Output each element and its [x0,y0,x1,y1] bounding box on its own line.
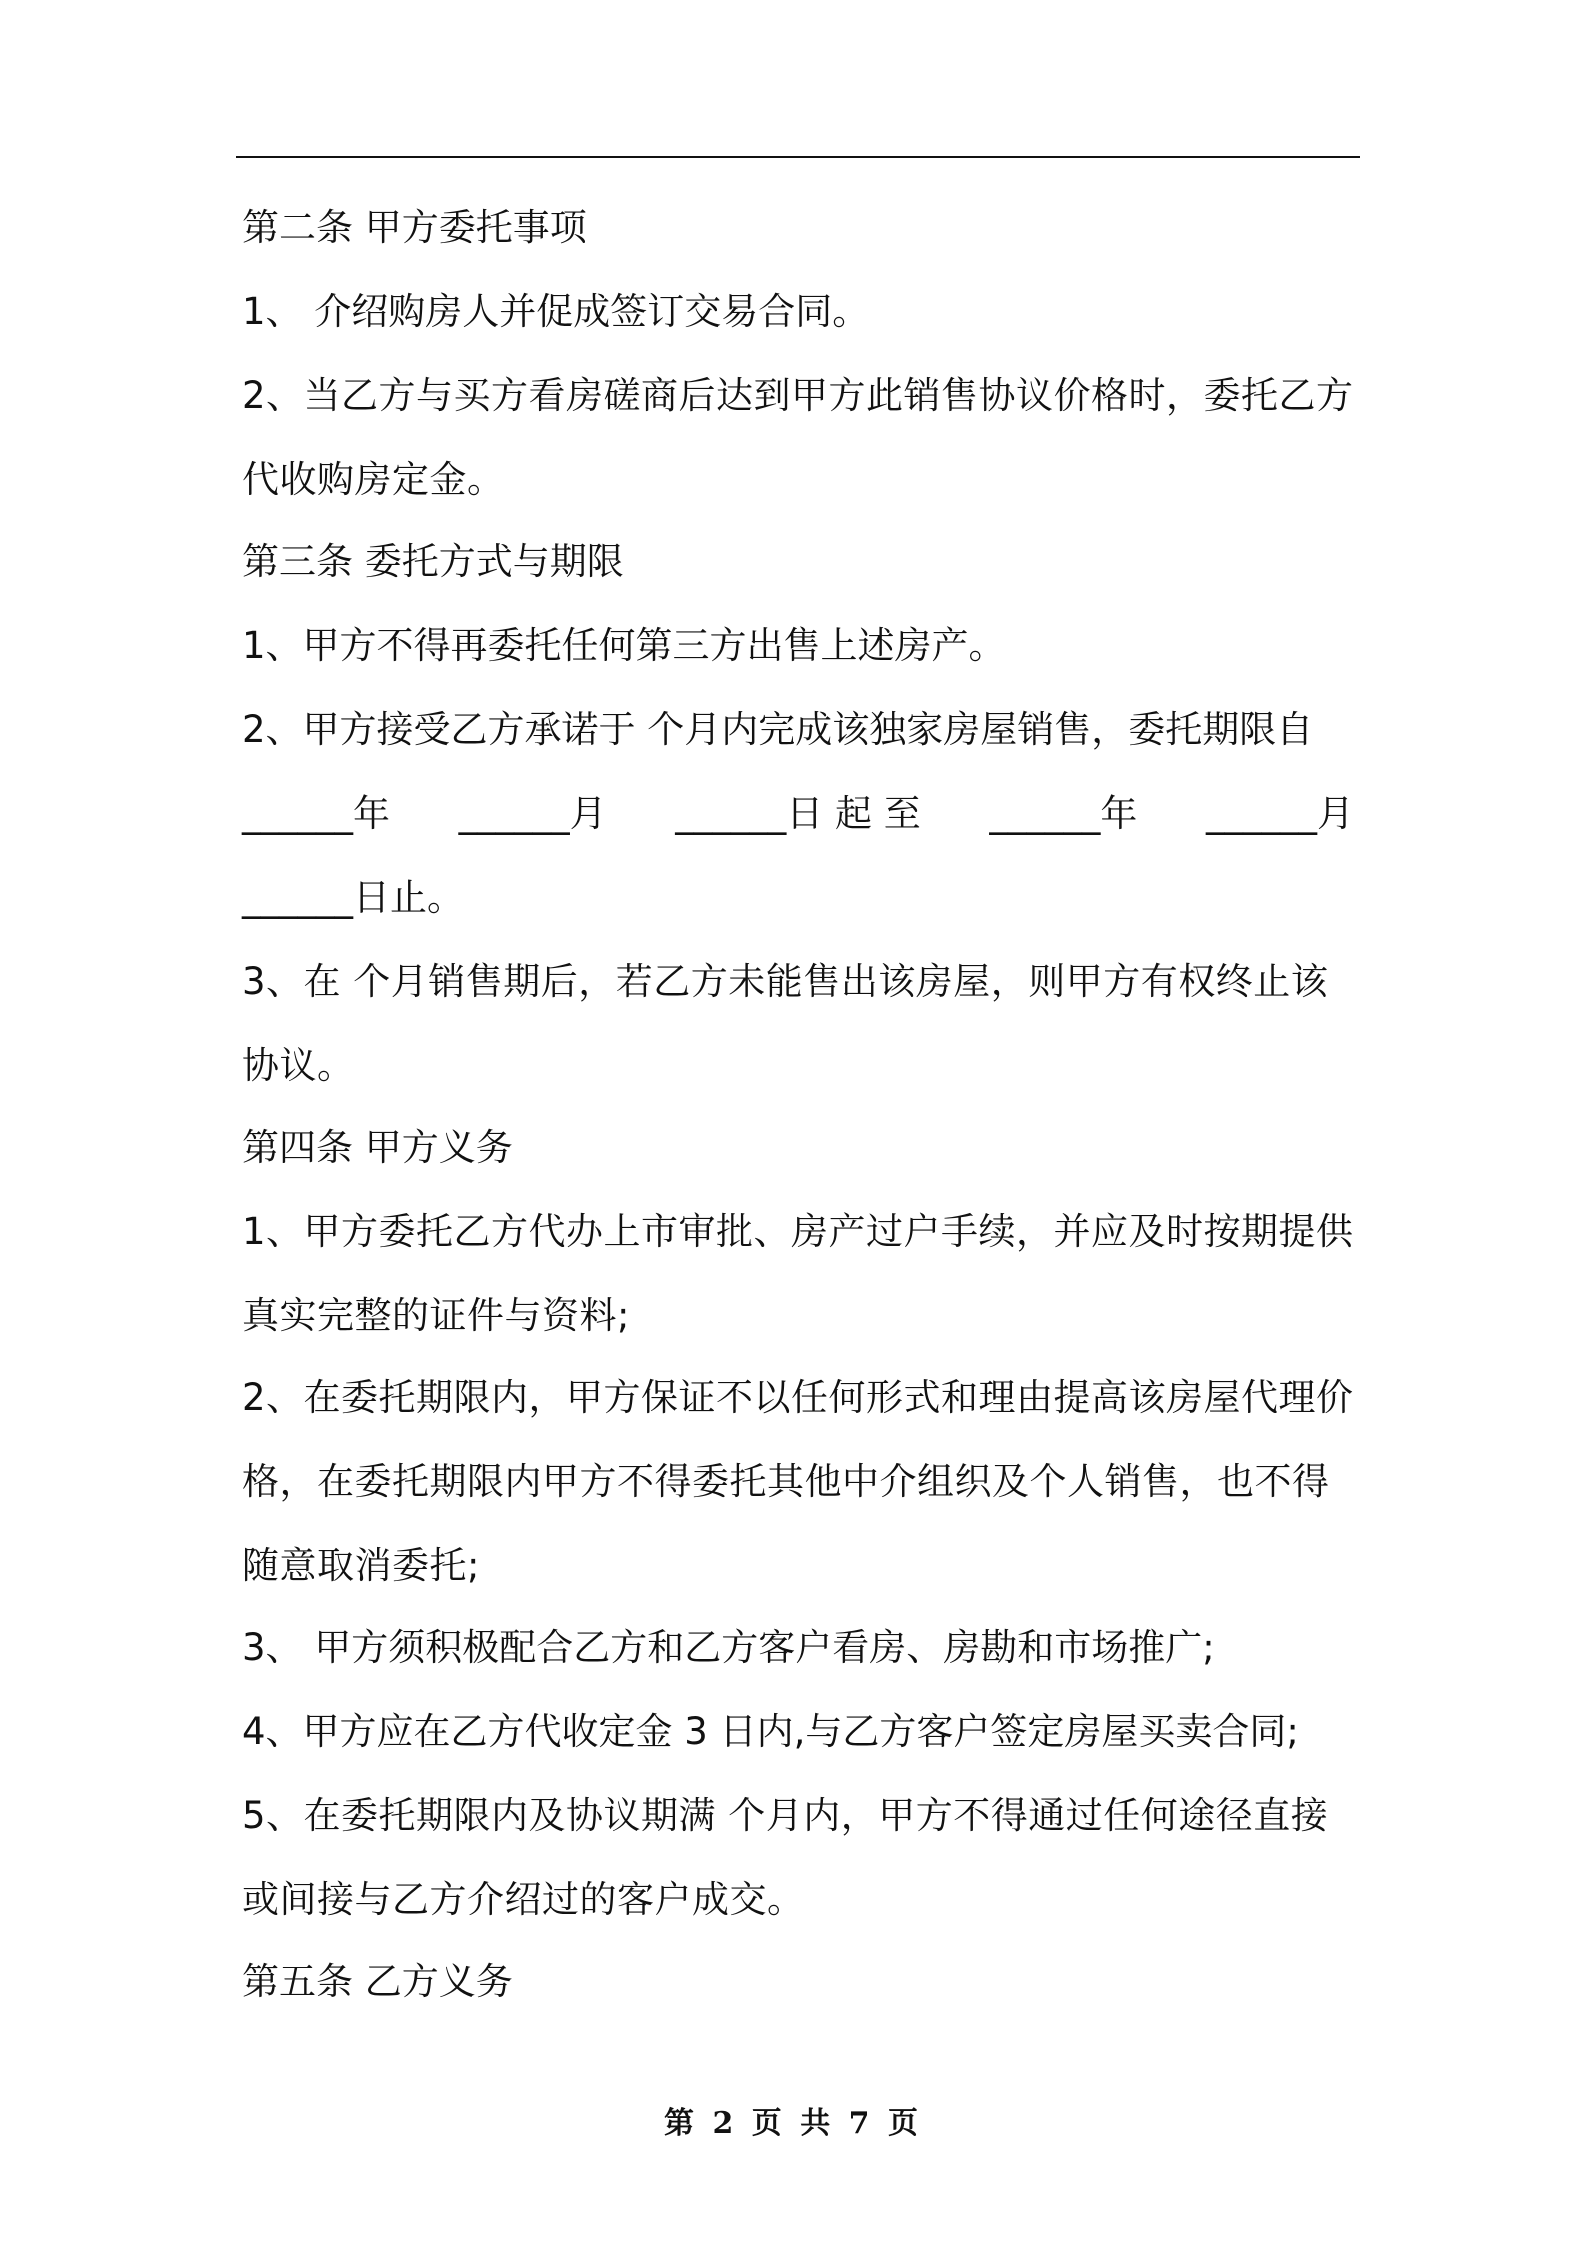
section-2-title: 第二条 甲方委托事项 [242,206,587,249]
section-3-item-2: 2、甲方接受乙方承诺于 个月内完成该独家房屋销售，委托期限自 [242,708,1314,751]
end-year-blank: ______年 [989,792,1138,835]
section-4-item-4: 4、甲方应在乙方代收定金 3 日内,与乙方客户签定房屋买卖合同; [242,1710,1299,1753]
start-month-blank: ______月 [458,792,607,835]
start-year-blank: ______年 [242,792,390,835]
header-divider [236,156,1360,158]
section-4-title: 第四条 甲方义务 [242,1126,513,1169]
section-4-item-2: 2、在委托期限内，甲方保证不以任何形式和理由提高该房屋代理价格，在委托期限内甲方不得委托其他中介组织及个人销售，也不得随意取消委托; [242,1376,1354,1587]
start-day-blank: ______日 起 至 [675,792,921,835]
section-3-title: 第三条 委托方式与期限 [242,540,624,583]
section-2-item-1: 1、 介绍购房人并促成签订交易合同。 [242,290,870,333]
section-2-item-2: 2、当乙方与买方看房磋商后达到甲方此销售协议价格时，委托乙方代收购房定金。 [242,374,1354,501]
section-3-item-3: 3、在 个月销售期后，若乙方未能售出该房屋，则甲方有权终止该协议。 [242,960,1329,1087]
end-month-blank: ______月 [1205,792,1354,835]
end-day-blank: ______日止。 [242,876,464,919]
section-4-item-1: 1、甲方委托乙方代办上市审批、房产过户手续，并应及时按期提供真实完整的证件与资料; [242,1210,1354,1337]
section-4-item-3: 3、 甲方须积极配合乙方和乙方客户看房、房勘和市场推广; [242,1626,1215,1669]
page-number-footer: 第 2 页 共 7 页 [664,2106,922,2141]
section-4-item-5: 5、在委托期限内及协议期满 个月内，甲方不得通过任何途径直接或间接与乙方介绍过的客户成交。 [242,1794,1329,1921]
section-3-item-1: 1、甲方不得再委托任何第三方出售上述房产。 [242,624,1006,667]
section-5-title: 第五条 乙方义务 [242,1960,513,2003]
date-range-blanks [242,772,1354,856]
